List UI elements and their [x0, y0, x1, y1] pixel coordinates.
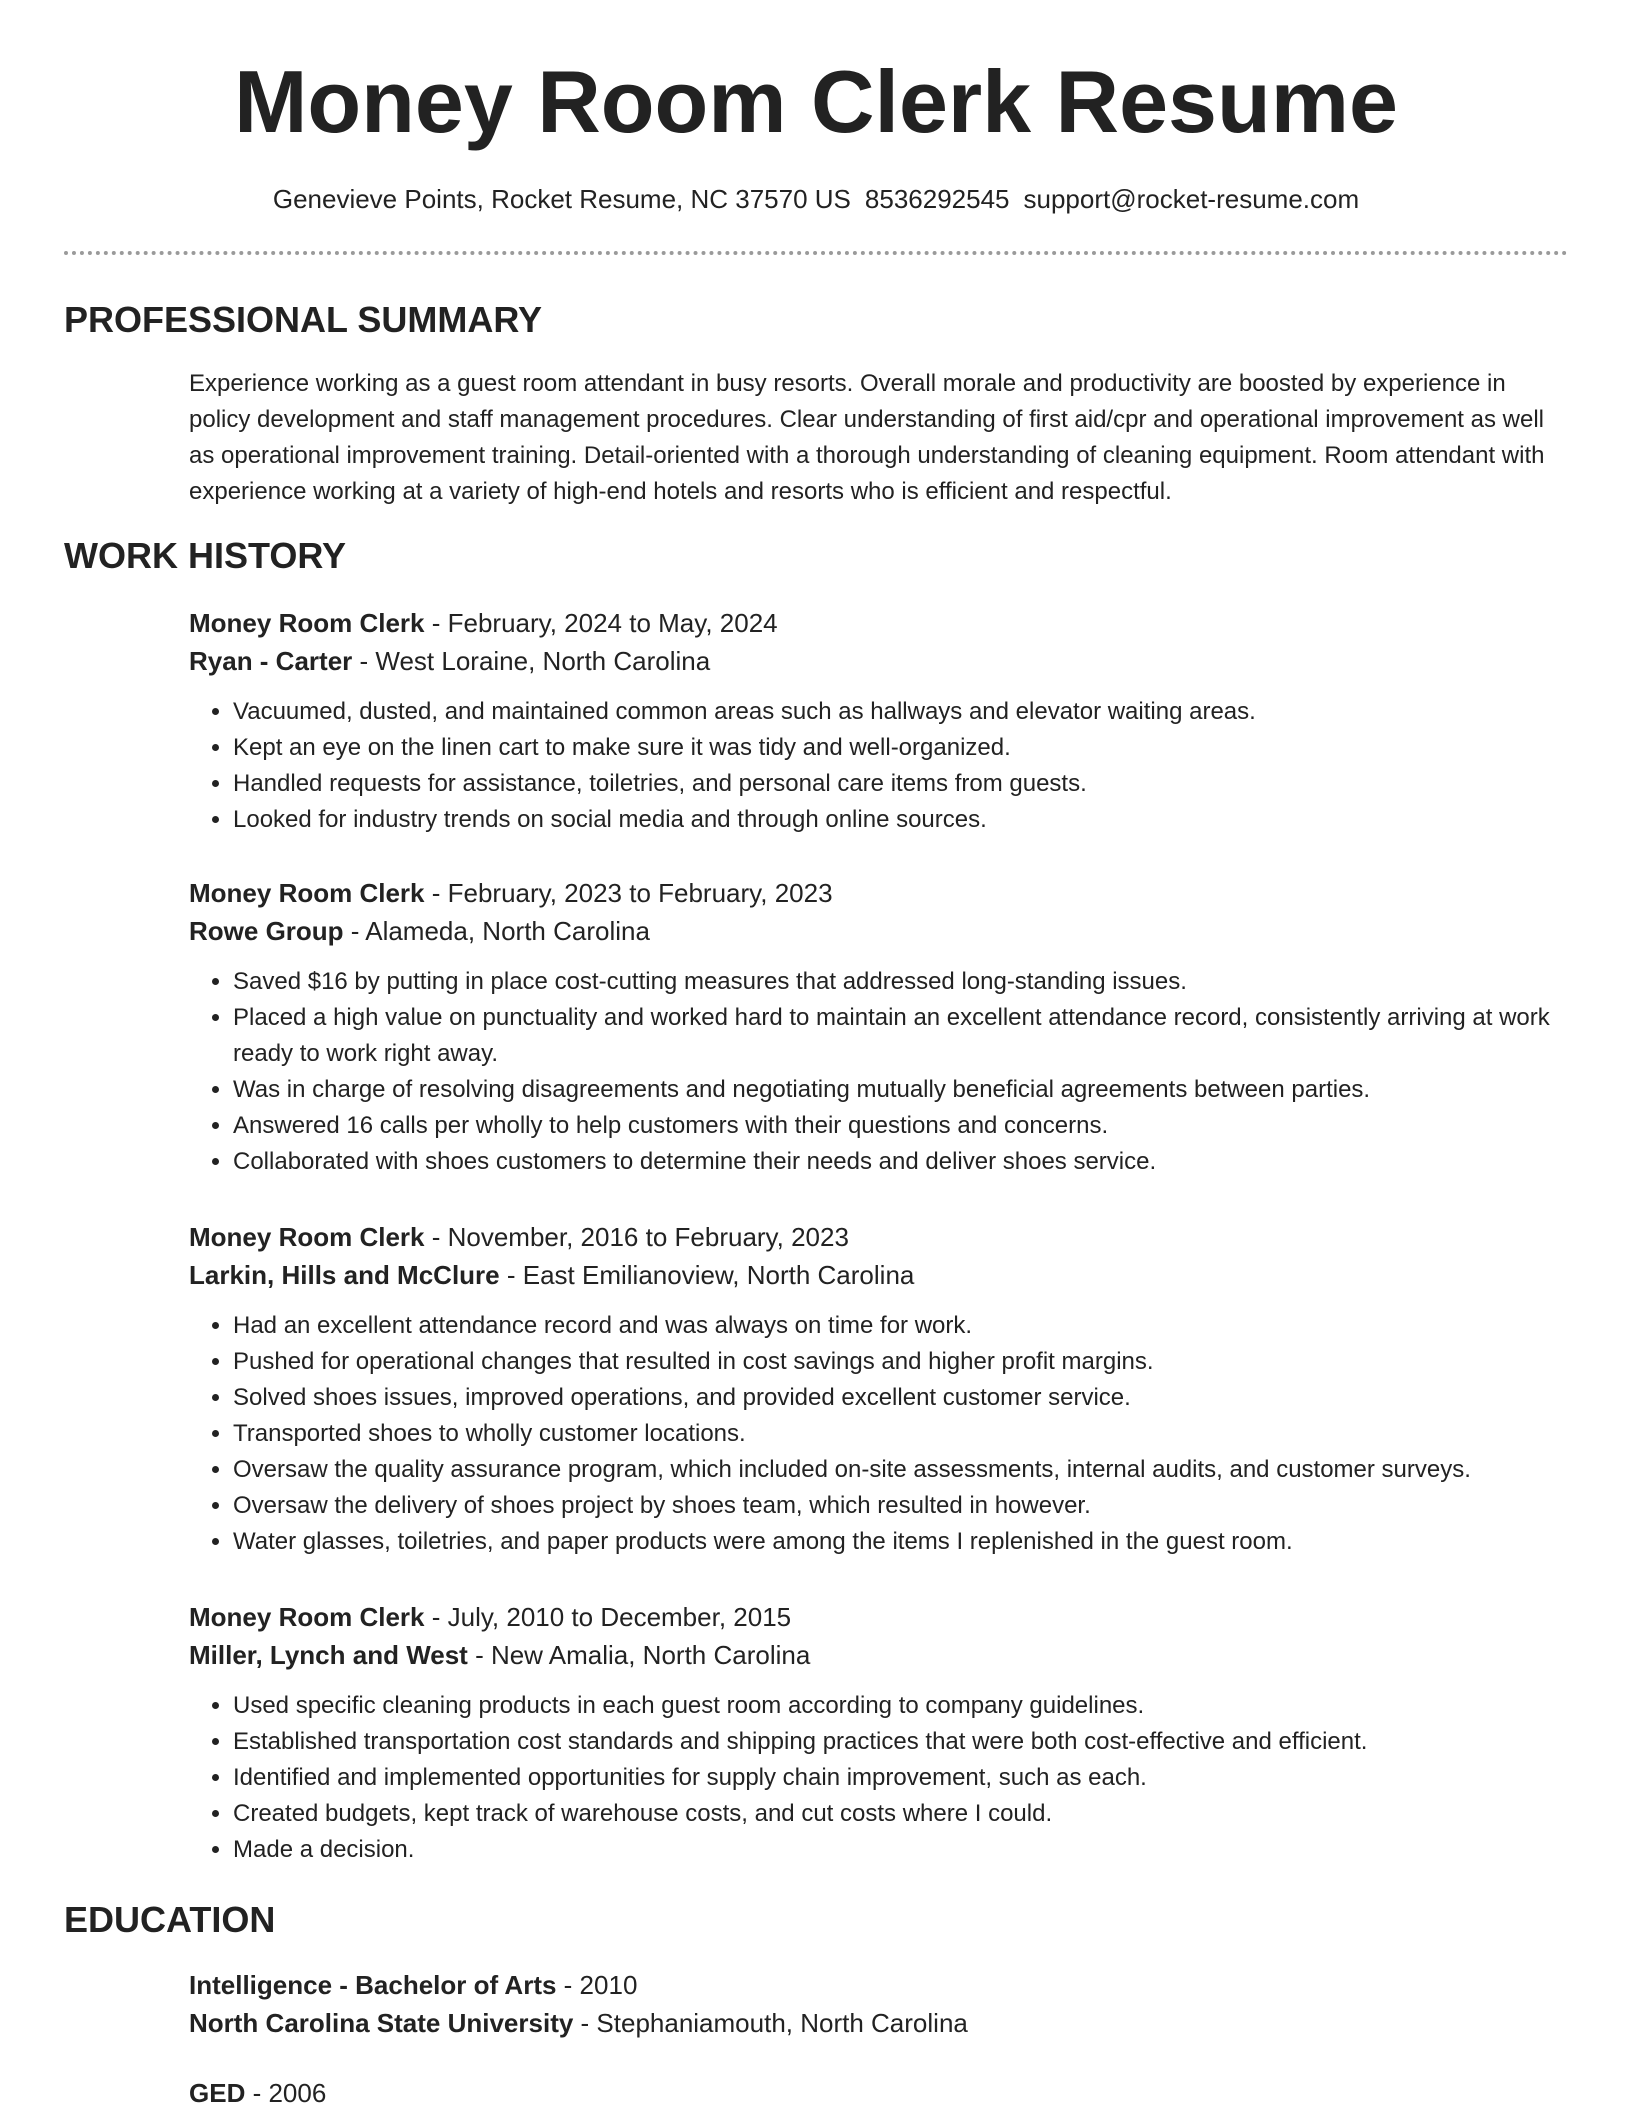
- list-item: • Vacuumed, dusted, and maintained common areas such as hallways and elevator waiting areas.: [233, 694, 1569, 730]
- list-item: • Kept an eye on the linen cart to make sure it was tidy and well-organized.: [233, 730, 1569, 766]
- job-entry: [189, 604, 1569, 838]
- contact-address: Genevieve Points, Rocket Resume, NC 37570 US: [272, 184, 851, 214]
- list-item: • Used specific cleaning products in each guest room according to company guidelines.: [233, 1688, 1569, 1724]
- job-location: - Alameda, North Carolina: [343, 916, 650, 946]
- list-item: • Was in charge of resolving disagreements and negotiating mutually beneficial agreements between parties.: [233, 1072, 1569, 1108]
- list-item: • Answered 16 calls per wholly to help customers with their questions and concerns.: [233, 1108, 1569, 1144]
- list-item: • Placed a high value on punctuality and worked hard to maintain an excellent attendance record, consistently arriving at work ready to work right away.: [233, 1000, 1569, 1072]
- list-item: • Oversaw the delivery of shoes project by shoes team, which resulted in however.: [233, 1488, 1569, 1524]
- job-title-line: [189, 604, 1569, 642]
- job-duties-list: [189, 1688, 1569, 1868]
- degree-year: - 2006: [245, 2078, 327, 2108]
- list-item: • Handled requests for assistance, toiletries, and personal care items from guests.: [233, 766, 1569, 802]
- degree-line: [189, 1966, 1569, 2004]
- job-location: - East Emilianoview, North Carolina: [499, 1260, 915, 1290]
- job-company-line: [189, 1636, 1569, 1674]
- list-item: • Saved $16 by putting in place cost-cutting measures that addressed long-standing issues.: [233, 964, 1569, 1000]
- list-item: • Pushed for operational changes that resulted in cost savings and higher profit margins.: [233, 1344, 1569, 1380]
- job-location: - West Loraine, North Carolina: [352, 646, 711, 676]
- work-history-heading: WORK HISTORY: [64, 535, 347, 576]
- degree-line: [189, 2074, 1569, 2112]
- list-item: • Transported shoes to wholly customer locations.: [233, 1416, 1569, 1452]
- job-duties-list: [189, 1308, 1569, 1560]
- job-entry: [189, 874, 1569, 1180]
- job-company: Rowe Group: [189, 916, 344, 946]
- job-company: Larkin, Hills and McClure: [189, 1260, 500, 1290]
- degree-name: Intelligence - Bachelor of Arts: [189, 1970, 557, 2000]
- job-entry: [189, 1218, 1569, 1560]
- job-company-line: [189, 642, 1569, 680]
- resume-title: Money Room Clerk Resume: [234, 52, 1398, 151]
- list-item: • Water glasses, toiletries, and paper products were among the items I replenished in the guest room.: [233, 1524, 1569, 1560]
- job-duties-list: [189, 694, 1569, 838]
- list-item: • Looked for industry trends on social media and through online sources.: [233, 802, 1569, 838]
- education-entry: [189, 2074, 1569, 2112]
- school-location: - Stephaniamouth, North Carolina: [573, 2008, 968, 2038]
- education-entry: [189, 1966, 1569, 2042]
- job-title: Money Room Clerk: [189, 1222, 425, 1252]
- degree-year: - 2010: [556, 1970, 638, 2000]
- job-title-line: [189, 1218, 1569, 1256]
- summary-text: Experience working as a guest room attendant in busy resorts. Overall morale and productivity are boosted by experience in policy development and staff management procedures. Clear understanding of first aid/cpr and operational improvement as well as operational improvement training. Detail-oriented with a thorough understanding of cleaning equipment. Room attendant with experience working at a variety of high-end hotels and resorts who is efficient and respectful.: [189, 370, 1545, 505]
- list-item: • Made a decision.: [233, 1832, 1569, 1868]
- job-dates: - November, 2016 to February, 2023: [424, 1222, 849, 1252]
- job-dates: - February, 2023 to February, 2023: [424, 878, 833, 908]
- job-title: Money Room Clerk: [189, 1602, 425, 1632]
- contact-email[interactable]: support@rocket-resume.com: [1023, 184, 1360, 214]
- job-company-line: [189, 1256, 1569, 1294]
- job-entry: [189, 1598, 1569, 1868]
- list-item: • Had an excellent attendance record and was always on time for work.: [233, 1308, 1569, 1344]
- job-dates: - February, 2024 to May, 2024: [424, 608, 778, 638]
- job-company-line: [189, 912, 1569, 950]
- list-item: • Established transportation cost standards and shipping practices that were both cost-effective and efficient.: [233, 1724, 1569, 1760]
- job-company: Ryan - Carter: [189, 646, 353, 676]
- list-item: • Solved shoes issues, improved operations, and provided excellent customer service.: [233, 1380, 1569, 1416]
- list-item: • Collaborated with shoes customers to determine their needs and deliver shoes service.: [233, 1144, 1569, 1180]
- job-duties-list: [189, 964, 1569, 1180]
- job-dates: - July, 2010 to December, 2015: [424, 1602, 792, 1632]
- job-title: Money Room Clerk: [189, 878, 425, 908]
- job-location: - New Amalia, North Carolina: [467, 1640, 811, 1670]
- contact-line: [0, 182, 1632, 216]
- job-company: Miller, Lynch and West: [189, 1640, 468, 1670]
- header-divider: [64, 251, 1568, 255]
- list-item: • Identified and implemented opportunities for supply chain improvement, such as each.: [233, 1760, 1569, 1796]
- job-title-line: [189, 874, 1569, 912]
- summary-heading: PROFESSIONAL SUMMARY: [64, 299, 543, 340]
- contact-phone: 8536292545: [864, 184, 1010, 214]
- list-item: • Oversaw the quality assurance program, which included on-site assessments, internal audits, and customer surveys.: [233, 1452, 1569, 1488]
- list-item: • Created budgets, kept track of warehouse costs, and cut costs where I could.: [233, 1796, 1569, 1832]
- job-title: Money Room Clerk: [189, 608, 425, 638]
- school-name: North Carolina State University: [189, 2008, 574, 2038]
- job-title-line: [189, 1598, 1569, 1636]
- degree-name: GED: [189, 2078, 246, 2108]
- school-line: [189, 2004, 1569, 2042]
- education-heading: EDUCATION: [64, 1899, 276, 1940]
